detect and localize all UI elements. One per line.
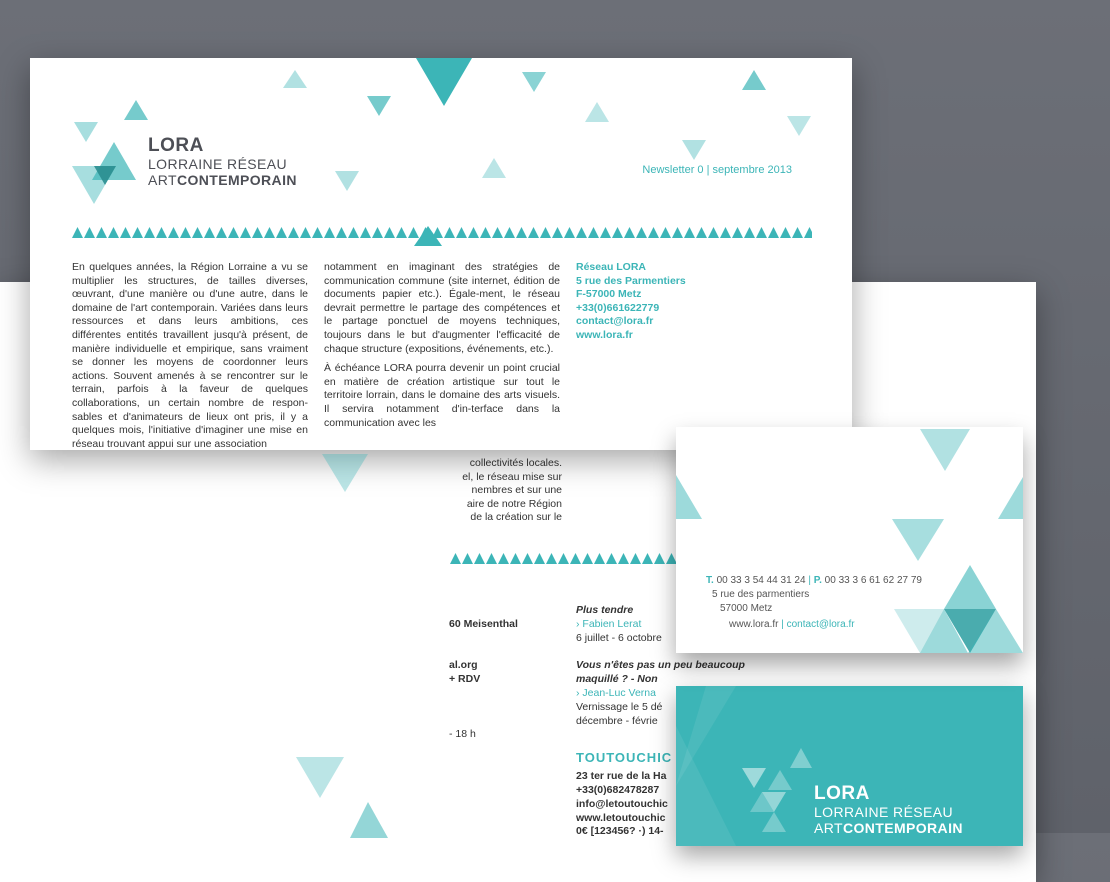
border-triangle <box>552 227 563 238</box>
border-triangle <box>558 553 569 564</box>
back-triangle-border <box>450 550 680 572</box>
border-triangle <box>204 227 215 238</box>
event2-title-2: maquillé ? - Non <box>576 673 658 685</box>
border-triangle <box>348 227 359 238</box>
border-triangle <box>528 227 539 238</box>
border-triangle <box>180 227 191 238</box>
border-triangle <box>696 227 707 238</box>
border-triangle <box>756 227 767 238</box>
business-card-back <box>676 686 1023 846</box>
border-triangle <box>450 553 461 564</box>
border-triangle <box>336 227 347 238</box>
border-triangle <box>612 227 623 238</box>
logo-name: LORA <box>148 135 204 156</box>
contact-phone: +33(0)661622779 <box>576 301 660 314</box>
border-triangle <box>396 227 407 238</box>
border-triangle <box>672 227 683 238</box>
border-triangle <box>780 227 791 238</box>
border-triangle <box>384 227 395 238</box>
event1-dates: 6 juillet - 6 octobre <box>576 632 662 644</box>
event2-dates-1: Vernissage le 5 dé <box>576 701 663 713</box>
contact-street: 5 rue des Parmentiers <box>576 274 686 287</box>
back-left-line-4: - 18 h <box>449 728 476 740</box>
logo-line2: ARTCONTEMPORAIN <box>148 172 297 188</box>
border-triangle <box>582 553 593 564</box>
venue-name: TOUTOUCHIC <box>576 750 673 765</box>
back-left-line-3: + RDV <box>449 673 481 685</box>
venue-line-2: +33(0)682478287 <box>576 784 660 796</box>
lower-triangle <box>320 452 370 502</box>
border-triangle <box>600 227 611 238</box>
card-web-line: www.lora.fr | contact@lora.fr <box>729 619 855 630</box>
border-triangle <box>510 553 521 564</box>
venue-line-4: www.letoutouchic <box>576 812 666 824</box>
border-triangle <box>408 227 419 238</box>
border-triangle <box>720 227 731 238</box>
business-card-front <box>676 427 1023 653</box>
border-triangle <box>744 227 755 238</box>
border-triangle <box>324 227 335 238</box>
card-street: 5 rue des parmentiers <box>712 589 810 600</box>
border-triangle <box>240 227 251 238</box>
border-triangle <box>312 227 323 238</box>
border-triangle <box>708 227 719 238</box>
border-triangle <box>96 227 107 238</box>
border-triangle <box>768 227 779 238</box>
column2-paragraph-2: À échéance LORA pourra devenir un point crucial en matière de création artistique sur tout le territoire lorrain, dans le domaine des arts visuels. Il servira notamment d'in-terface dans la communication avec les <box>324 362 560 429</box>
event2-artist: › Jean-Luc Verna <box>576 687 656 699</box>
border-triangle <box>144 227 155 238</box>
border-triangle <box>684 227 695 238</box>
border-triangle <box>624 227 635 238</box>
border-triangle <box>546 553 557 564</box>
border-triangle <box>498 553 509 564</box>
border-triangle <box>132 227 143 238</box>
column2-paragraph-1: notamment en imaginant des stratégies de communication commune (site internet, édition de documents papier etc.). Égale-ment, le réseau devrait permettre le partage des compétences et le partage ponctuel de moyens techniques, toujours dans le but d'augmenter l'efficacité de chaque structure (expositions, événements, etc.). <box>324 261 560 355</box>
border-triangle <box>252 227 263 238</box>
border-triangle <box>630 553 641 564</box>
back-decor-triangles <box>290 752 390 842</box>
border-triangle <box>732 227 743 238</box>
border-triangle <box>654 553 665 564</box>
event1-artist: › Fabien Lerat <box>576 618 642 630</box>
border-triangle <box>276 227 287 238</box>
venue-line-3: info@letoutouchic <box>576 798 668 810</box>
border-triangle <box>84 227 95 238</box>
border-triangle <box>228 227 239 238</box>
border-triangle <box>192 227 203 238</box>
contact-web[interactable]: www.lora.fr <box>576 328 633 341</box>
event1-title: Plus tendre <box>576 604 634 616</box>
border-triangle <box>216 227 227 238</box>
border-triangle <box>804 227 812 238</box>
border-triangle <box>504 227 515 238</box>
event2-dates-2: décembre - févrie <box>576 715 658 727</box>
contact-email[interactable]: contact@lora.fr <box>576 315 654 328</box>
border-triangle <box>594 553 605 564</box>
border-triangle <box>570 553 581 564</box>
border-triangle <box>456 227 467 238</box>
border-triangle <box>264 227 275 238</box>
venue-line-1: 23 ter rue de la Ha <box>576 770 667 782</box>
border-triangle <box>468 227 479 238</box>
contact-city: F-57000 Metz <box>576 288 642 301</box>
border-triangle <box>792 227 803 238</box>
border-triangle <box>462 553 473 564</box>
border-triangle <box>300 227 311 238</box>
border-triangle <box>108 227 119 238</box>
border-triangle <box>492 227 503 238</box>
border-triangle <box>606 553 617 564</box>
border-triangle <box>540 227 551 238</box>
card-back-logo: LORA LORRAINE RÉSEAU ARTCONTEMPORAIN <box>814 783 963 836</box>
border-triangle <box>564 227 575 238</box>
border-triangle <box>288 227 299 238</box>
venue-line-5: 0€ [123456? ·) 14- <box>576 825 664 837</box>
border-triangle <box>534 553 545 564</box>
border-triangle <box>480 227 491 238</box>
newsletter-front-page <box>30 58 852 450</box>
border-triangle <box>642 553 653 564</box>
border-triangle <box>156 227 167 238</box>
card-city: 57000 Metz <box>720 603 773 614</box>
border-triangle <box>522 553 533 564</box>
border-triangle <box>474 553 485 564</box>
event2-title-1: Vous n'êtes pas un peu beaucoup <box>576 659 745 671</box>
logo-mark-icon <box>72 142 136 212</box>
border-triangle <box>168 227 179 238</box>
contact-org: Réseau LORA <box>576 261 647 273</box>
newsletter-issue: Newsletter 0 | septembre 2013 <box>642 164 792 176</box>
border-triangle <box>120 227 131 238</box>
back-left-line-1: 60 Meisenthal <box>449 618 518 630</box>
border-triangle <box>486 553 497 564</box>
contact-block <box>576 261 686 343</box>
border-triangle <box>648 227 659 238</box>
border-triangle <box>636 227 647 238</box>
border-triangle <box>360 227 371 238</box>
border-triangle <box>72 227 83 238</box>
column2-continued: collectivités locales. el, le réseau mise sur nembres et sur une aire de notre Région de la création sur le <box>462 457 562 524</box>
border-triangle <box>372 227 383 238</box>
article-column-2 <box>324 261 560 436</box>
border-triangle <box>576 227 587 238</box>
border-triangle <box>516 227 527 238</box>
border-triangle <box>618 553 629 564</box>
border-triangle <box>444 227 455 238</box>
triangle-border <box>72 224 812 248</box>
border-triangle <box>588 227 599 238</box>
back-left-line-2: al.org <box>449 659 478 671</box>
card-phone-line: T. 00 33 3 54 44 31 24 | P. 00 33 3 6 61 62 27 79 <box>706 575 922 586</box>
article-column-1: En quelques années, la Région Lorraine a vu se multiplier les structures, de tailles diverses, œuvrant, d'une manière ou d'une autre, dans le domaine de l'art contemporain. Variées dans leurs ressources et dans leurs ambitions, ces différentes entités travaillent jusqu'à présent, de manière individuelle et empirique, sans vraiment se donner les moyens de coordonner leurs actions. Souvent amenés à se rencontrer sur le terrain, parfois à la faveur de quelques collaborations, un certain nombre de respon-sables et d'animateurs de lieux ont pris, il y a quelques mois, l'initiative d'imaginer une mise en réseau trouvant appui sur une association <box>72 261 308 450</box>
border-triangle <box>660 227 671 238</box>
logo-line1: LORRAINE RÉSEAU <box>148 156 288 172</box>
